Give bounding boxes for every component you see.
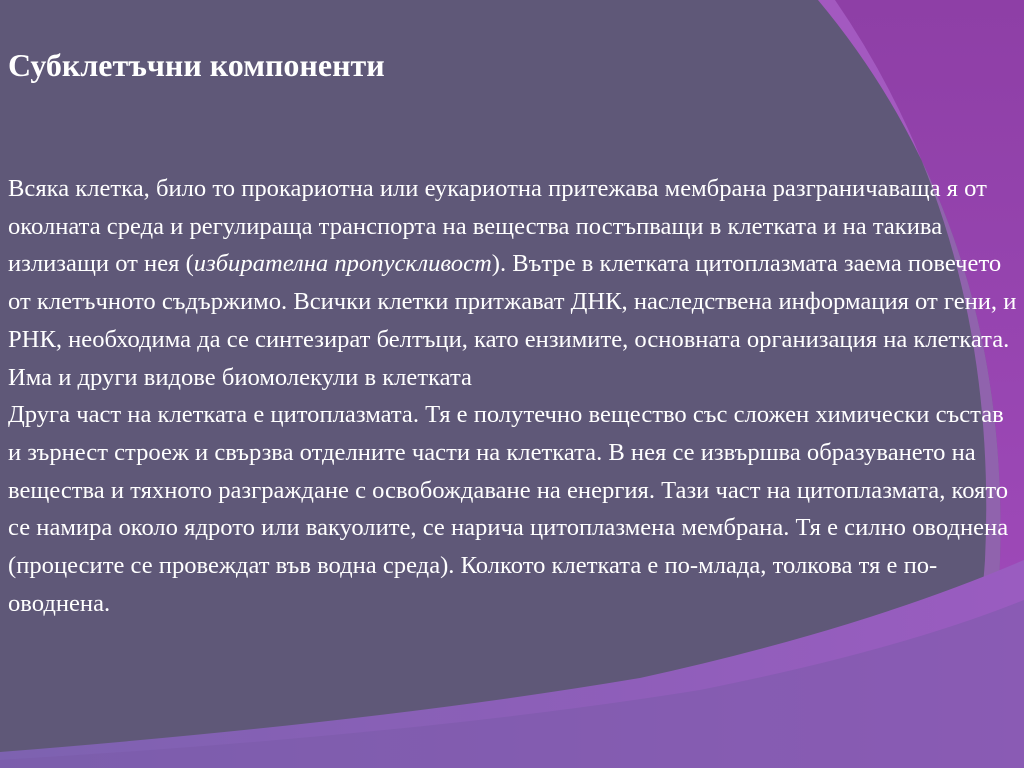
paragraph-cell-membrane — [8, 170, 1018, 396]
paragraph-cytoplasm: Друга част на клетката е цитоплазмата. Тя е полутечно вещество със сложен химически състав и зърнест строеж и свързва отделните части на клетката. В нея се извършва образуването на вещества и тяхното разграждане с освобождаване на енергия. Тази част на цитоплазмата, която се намира около ядрото или вакуолите, се нарича цитоплазмена мембрана. Тя е силно оводнена (процесите се провеждат във водна среда). Колкото клетката е по-млада, толкова тя е по-оводнена. — [8, 401, 1009, 617]
paragraph1-italic-term: избирателна пропускливост — [193, 250, 492, 278]
slide-title: Субклетъчни компоненти — [8, 47, 385, 83]
paragraph1-text-after: ). Вътре в клетката цитоплазмата заема повечето от клетъчното съдържимо. Всички клетки притжават ДНК, наследствена информация от гени, и РНК, необходима да се синтезират белтъци, като ензимите, основната организация на клетката. Има и други видове биомолекули в клетката — [8, 250, 1017, 391]
slide-body — [8, 170, 1018, 622]
paragraph1-text-before: Всяка клетка, било то прокариотна или еукариотна притежава мембрана разграничаваща я от околната среда и регулираща транспорта на вещества постъпващи в клетката и на такива излизащи от нея ( — [8, 175, 987, 278]
